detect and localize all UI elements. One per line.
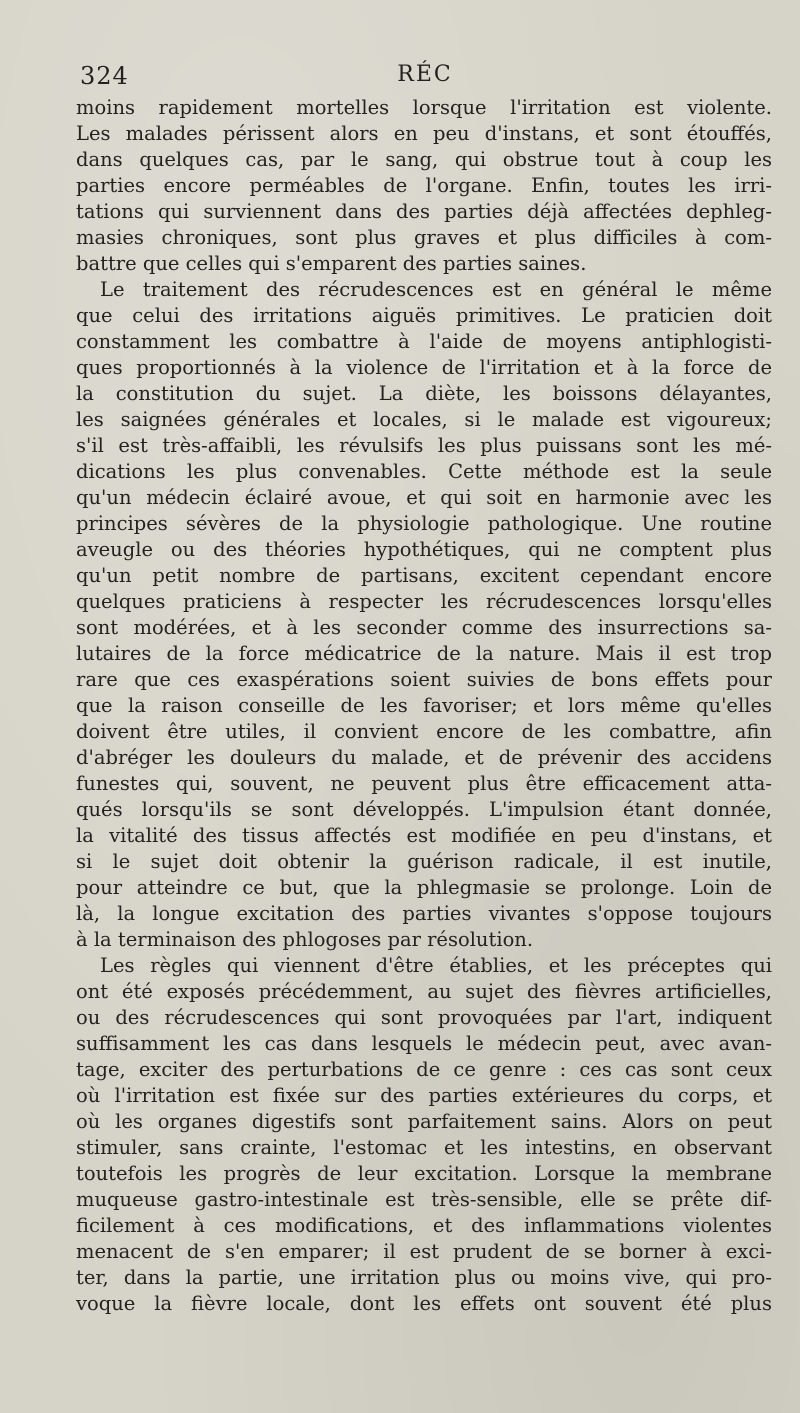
text-line: toutefois les progrès de leur excitation. Lorsque la membrane — [76, 1162, 772, 1185]
text-line: Les malades périssent alors en peu d'instans, et sont étouffés, — [76, 122, 772, 145]
page-header — [80, 62, 770, 94]
text-line: Les règles qui viennent d'être établies, et les préceptes qui — [100, 954, 772, 977]
text-line: ont été exposés précédemment, au sujet des fièvres artificielles, — [76, 980, 772, 1003]
text-line: suffisamment les cas dans lesquels le médecin peut, avec avan- — [76, 1032, 772, 1055]
text-line: où l'irritation est fixée sur des parties extérieures du corps, et — [76, 1084, 772, 1107]
body-text — [76, 95, 772, 1317]
text-line: constamment les combattre à l'aide de moyens antiphlogisti- — [76, 330, 772, 353]
text-line: quelques praticiens à respecter les récrudescences lorsqu'elles — [76, 590, 772, 613]
text-line: que celui des irritations aiguës primitives. Le praticien doit — [76, 304, 772, 327]
text-line: tage, exciter des perturbations de ce genre : ces cas sont ceux — [76, 1058, 772, 1081]
text-line: s'il est très-affaibli, les révulsifs les plus puissans sont les mé- — [76, 434, 772, 457]
text-line: aveugle ou des théories hypothétiques, qui ne comptent plus — [76, 538, 772, 561]
text-line: menacent de s'en emparer; il est prudent de se borner à exci- — [76, 1240, 772, 1263]
text-line: les saignées générales et locales, si le malade est vigoureux; — [76, 408, 772, 431]
text-line: Le traitement des récrudescences est en général le même — [100, 278, 772, 301]
paragraph — [76, 95, 772, 277]
text-line: dications les plus convenables. Cette méthode est la seule — [76, 460, 772, 483]
text-line: ou des récrudescences qui sont provoquées par l'art, indiquent — [76, 1006, 772, 1029]
text-line: parties encore perméables de l'organe. Enfin, toutes les irri- — [76, 174, 772, 197]
text-line: qu'un médecin éclairé avoue, et qui soit en harmonie avec les — [76, 486, 772, 509]
text-line: qu'un petit nombre de partisans, excitent cependant encore — [76, 564, 772, 587]
text-line: sont modérées, et à les seconder comme des insurrections sa- — [76, 616, 772, 639]
text-line: lutaires de la force médicatrice de la nature. Mais il est trop — [76, 642, 772, 665]
text-line: ques proportionnés à la violence de l'irritation et à la force de — [76, 356, 772, 379]
text-line: qués lorsqu'ils se sont développés. L'impulsion étant donnée, — [76, 798, 772, 821]
text-line: voque la fièvre locale, dont les effets ont souvent été plus — [76, 1292, 772, 1315]
text-line: là, la longue excitation des parties vivantes s'oppose toujours — [76, 902, 772, 925]
text-line: la constitution du sujet. La diète, les boissons délayantes, — [76, 382, 772, 405]
text-line: tations qui surviennent dans des parties déjà affectées dephleg- — [76, 200, 772, 223]
text-line: masies chroniques, sont plus graves et plus difficiles à com- — [76, 226, 772, 249]
text-line: funestes qui, souvent, ne peuvent plus être efficacement atta- — [76, 772, 772, 795]
text-line: que la raison conseille de les favoriser; et lors même qu'elles — [76, 694, 772, 717]
text-line: pour atteindre ce but, que la phlegmasie se prolonge. Loin de — [76, 876, 772, 899]
text-line: ficilement à ces modifications, et des inflammations violentes — [76, 1214, 772, 1237]
paragraph — [76, 953, 772, 1317]
page-number: 324 — [80, 62, 129, 90]
text-line: si le sujet doit obtenir la guérison radicale, il est inutile, — [76, 850, 772, 873]
text-line: stimuler, sans crainte, l'estomac et les intestins, en observant — [76, 1136, 772, 1159]
text-line: muqueuse gastro-intestinale est très-sensible, elle se prête dif- — [76, 1188, 772, 1211]
text-line: dans quelques cas, par le sang, qui obstrue tout à coup les — [76, 148, 772, 171]
text-line: à la terminaison des phlogoses par résolution. — [76, 928, 534, 951]
text-line: ter, dans la partie, une irritation plus ou moins vive, qui pro- — [76, 1266, 772, 1289]
text-line: d'abréger les douleurs du malade, et de prévenir des accidens — [76, 746, 772, 769]
paragraph — [76, 277, 772, 953]
text-line: moins rapidement mortelles lorsque l'irritation est violente. — [76, 96, 772, 119]
running-head: RÉC — [397, 62, 453, 87]
text-line: rare que ces exaspérations soient suivies de bons effets pour — [76, 668, 772, 691]
text-line: battre que celles qui s'emparent des parties saines. — [76, 252, 587, 275]
text-line: principes sévères de la physiologie pathologique. Une routine — [76, 512, 772, 535]
text-line: la vitalité des tissus affectés est modifiée en peu d'instans, et — [76, 824, 772, 847]
text-line: où les organes digestifs sont parfaitement sains. Alors on peut — [76, 1110, 772, 1133]
text-line: doivent être utiles, il convient encore de les combattre, afin — [76, 720, 772, 743]
